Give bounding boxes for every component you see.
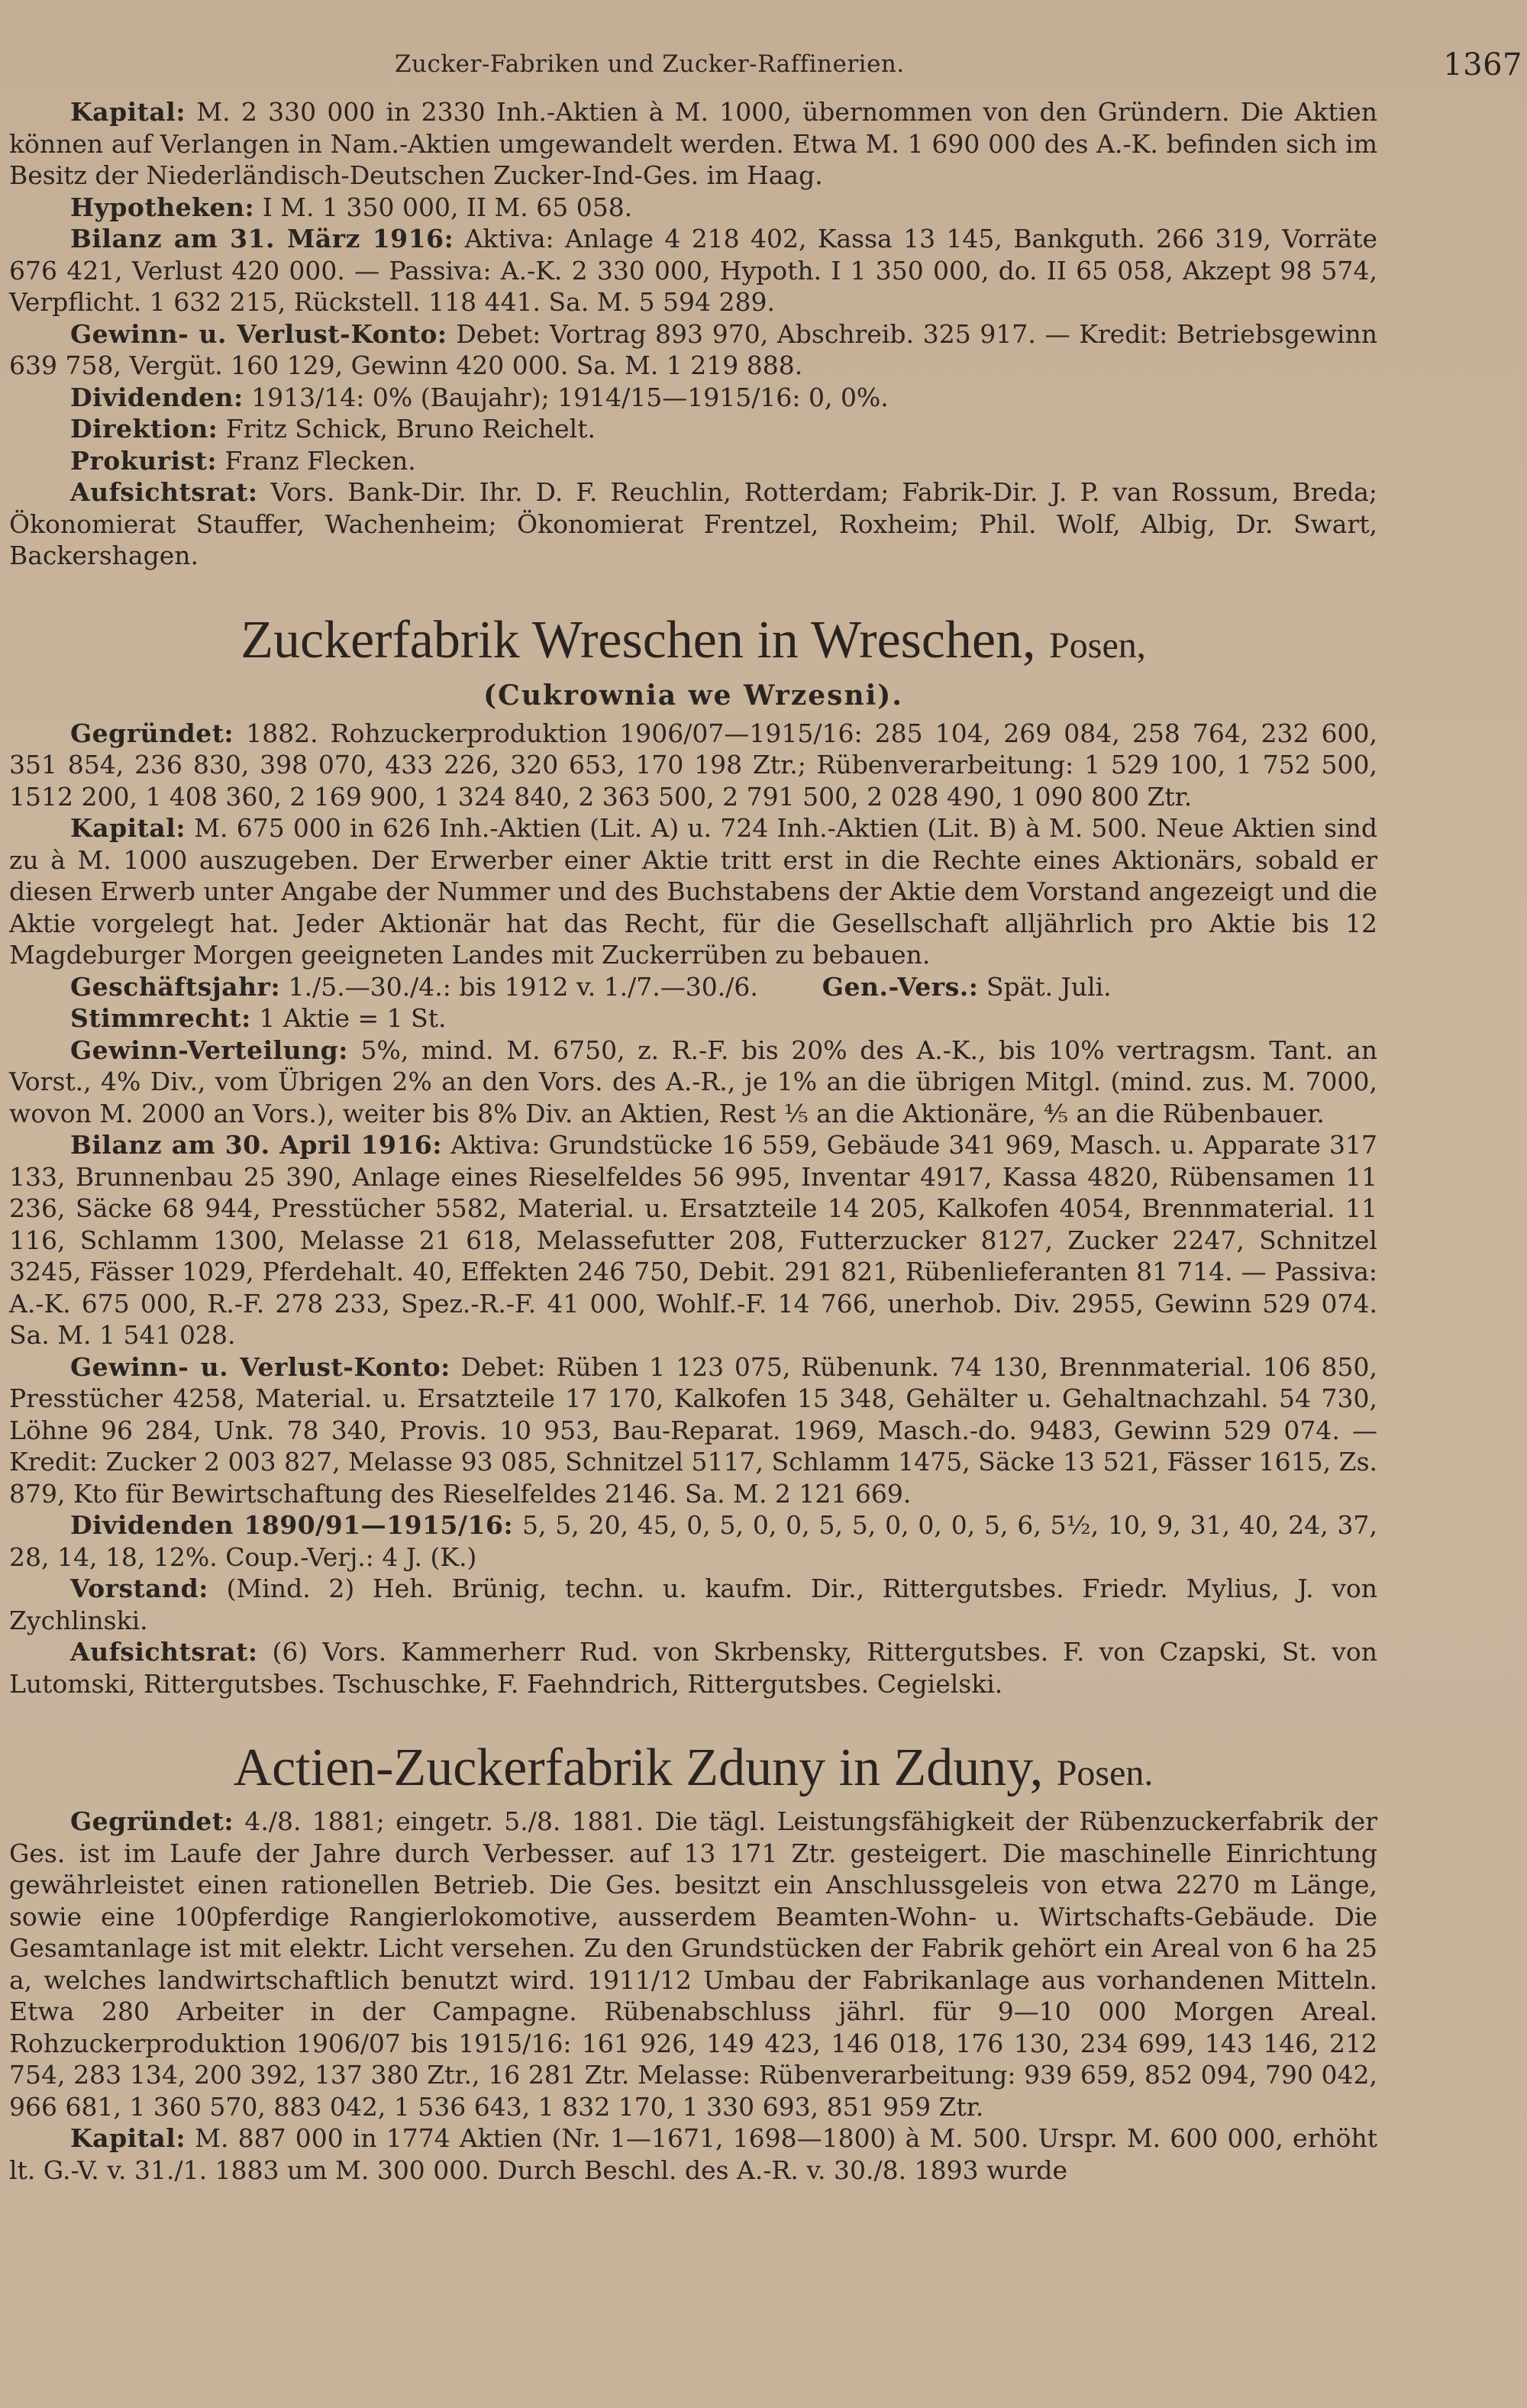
entry-vorstand: Vorstand: (Mind. 2) Heh. Brünig, techn. u. kaufm. Dir., Rittergutsbes. Friedr. Mylius, J. von Zychlinski. xyxy=(9,1574,1377,1635)
entry-dividenden: Dividenden 1890/91—1915/16: 5, 5, 20, 45, 0, 5, 0, 0, 5, 5, 0, 0, 0, 5, 6, 5½, 10, 9, 31, 40, 24, 37, 28, 14, 18, 12%. Coup.-Verj.: 4 J. (K.) xyxy=(9,1510,1377,1572)
entry-gewinn: Gewinn- u. Verlust-Konto: Debet: Vortrag 893 970, Abschreib. 325 917. — Kredit: Betriebsgewinn 639 758, Vergüt. 160 129, Gewinn 420 000. Sa. M. 1 219 888. xyxy=(9,318,1377,380)
page-number: 1367 xyxy=(1443,47,1522,82)
company-heading-wreschen: Zuckerfabrik Wreschen in Wreschen, Posen, xyxy=(241,610,1146,670)
entry-bilanz: Bilanz am 30. April 1916: Aktiva: Grundstücke 16 559, Gebäude 341 969, Masch. u. Apparate 317 133, Brunnenbau 25 390, Anlage eines Rieselfeldes 56 995, Inventar 4917, Kassa 4820, Rübensamen 11 236, Säcke 68 944, Presstücher 5582, Material. u. Ersatzteile 14 205, Kalkofen 4054, Brennmaterial. 11 116, Schlamm 1300, Melasse 21 618, Melassefutter 208, Futterzucker 8127, Zucker 2247, Schnitzel 3245, Fässer 1029, Pferdehalt. 40, Effekten 246 750, Debit. 291 821, Rübenlieferanten 81 714. — Passiva: A.-K. 675 000, R.-F. 278 233, Spez.-R.-F. 41 000, Wohlf.-F. 14 766, unerhob. Div. 2955, Gewinn 529 074. Sa. M. 1 541 028. xyxy=(9,1130,1377,1350)
entry-kapital: Kapital: M. 2 330 000 in 2330 Inh.-Aktien à M. 1000, übernommen von den Gründern. Die Aktien können auf Verlangen in Nam.-Aktien umgewandelt werden. Etwa M. 1 690 000 des A.-K. befinden sich im Besitz der Niederländisch-Deutschen Zucker-Ind-Ges. im Haag. xyxy=(9,97,1377,190)
entry-kapital: Kapital: M. 675 000 in 626 Inh.-Aktien (Lit. A) u. 724 Inh.-Aktien (Lit. B) à M. 500. Neue Aktien sind zu à M. 1000 auszugeben. Der Erwerber einer Aktie tritt erst in die Rechte eines Aktionärs, sobald er diesen Erwerb unter Angabe der Nummer und des Buchstabens der Aktie dem Vorstand angezeigt und die Aktie vorgelegt hat. Jeder Aktionär hat das Recht, für die Gesellschaft alljährlich pro Aktie bis 12 Magdeburger Morgen geeigneten Landes mit Zuckerrüben zu bebauen. xyxy=(9,813,1377,970)
entry-aufsichtsrat: Aufsichtsrat: Vors. Bank-Dir. Ihr. D. F. Reuchlin, Rotterdam; Fabrik-Dir. J. P. van Rossum, Breda; Ökonomierat Stauffer, Wachenheim; Ökonomierat Frentzel, Roxheim; Phil. Wolf, Albig, Dr. Swart, Backershagen. xyxy=(9,477,1377,570)
entry-dividenden: Dividenden: 1913/14: 0% (Baujahr); 1914/15—1915/16: 0, 0%. xyxy=(70,382,889,412)
entry-stimmrecht: Stimmrecht: 1 Aktie = 1 St. xyxy=(70,1003,447,1033)
section-wreschen xyxy=(9,718,1377,1700)
company-heading-zduny: Actien-Zuckerfabrik Zduny in Zduny, Posen. xyxy=(233,1738,1154,1797)
entry-gegruendet: Gegründet: 4./8. 1881; eingetr. 5./8. 1881. Die tägl. Leistungsfähigkeit der Rübenzuckerfabrik der Ges. ist im Laufe der Jahre durch Verbesser. auf 13 171 Ztr. gesteigert. Die maschinelle Einrichtung gewährleistet einen rationellen Betrieb. Die Ges. besitzt ein Anschlussgeleis von etwa 2270 m Länge, sowie eine 100pferdige Rangierlokomotive, ausserdem Beamten-Wohn- u. Wirtschafts-Gebäude. Die Gesamtanlage ist mit elektr. Licht versehen. Zu den Grundstücken der Fabrik gehört ein Areal von 6 ha 25 a, welches landwirtschaftlich benutzt wird. 1911/12 Umbau der Fabrikanlage aus vorhandenen Mitteln. Etwa 280 Arbeiter in der Campagne. Rübenabschluss jährl. für 9—10 000 Morgen Areal. Rohzuckerproduktion 1906/07 bis 1915/16: 161 926, 149 423, 146 018, 176 130, 234 699, 143 146, 212 754, 283 134, 200 392, 137 380 Ztr., 16 281 Ztr. Melasse: Rübenverarbeitung: 939 659, 852 094, 790 042, 966 681, 1 360 570, 883 042, 1 536 643, 1 832 170, 1 330 693, 851 959 Ztr. xyxy=(9,1806,1377,2122)
entry-gegruendet: Gegründet: 1882. Rohzuckerproduktion 1906/07—1915/16: 285 104, 269 084, 258 764, 232 600, 351 854, 236 830, 398 070, 433 226, 320 653, 170 198 Ztr.; Rübenverarbeitung: 1 529 100, 1 752 500, 1512 200, 1 408 360, 2 169 900, 1 324 840, 2 363 500, 2 791 500, 2 028 490, 1 090 800 Ztr. xyxy=(9,718,1377,812)
entry-direktion: Direktion: Fritz Schick, Bruno Reichelt. xyxy=(70,414,596,444)
entry-gewinn: Gewinn- u. Verlust-Konto: Debet: Rüben 1 123 075, Rübenunk. 74 130, Brennmaterial. 106 850, Presstücher 4258, Material. u. Ersatzteile 17 170, Kalkofen 15 348, Gehälter u. Gehaltnachzahl. 54 730, Löhne 96 284, Unk. 78 340, Provis. 10 953, Bau-Reparat. 1969, Masch.-do. 9483, Gewinn 529 074. — Kredit: Zucker 2 003 827, Melasse 93 085, Schnitzel 5117, Schlamm 1475, Säcke 13 521, Fässer 1615, Zs. 879, Kto für Bewirtschaftung des Rieselfeldes 2146. Sa. M. 2 121 669. xyxy=(9,1351,1378,1509)
entry-gewinnverteilung: Gewinn-Verteilung: 5%, mind. M. 6750, z. R.-F. bis 20% des A.-K., bis 10% vertragsm. Tant. an Vorst., 4% Div., vom Übrigen 2% an den Vors. des A.-R., je 1% an die übrigen Mitgl. (mind. zus. M. 7000, wovon M. 2000 an Vors.), weiter bis 8% Div. an Aktien, Rest ⅕ an die Aktionäre, ⅘ an die Rübenbauer. xyxy=(9,1035,1377,1128)
header-title: Zucker-Fabriken und Zucker-Raffinerien. xyxy=(395,50,905,78)
entry-kapital: Kapital: M. 887 000 in 1774 Aktien (Nr. 1—1671, 1698—1800) à M. 500. Urspr. M. 600 000, erhöht lt. G.-V. v. 31./1. 1883 um M. 300 000. Durch Beschl. des A.-R. v. 30./8. 1893 wurde xyxy=(9,2123,1377,2185)
entry-prokurist: Prokurist: Franz Flecken. xyxy=(70,445,416,476)
section-previous-company xyxy=(9,96,1377,572)
entry-geschaeftsjahr: Geschäftsjahr: 1./5.—30./4.: bis 1912 v. 1./7.—30./6. Gen.-Vers.: Spät. Juli. xyxy=(70,971,1112,1002)
running-header xyxy=(9,47,1522,96)
section-zduny xyxy=(9,1806,1377,2186)
entry-hypotheken: Hypotheken: I M. 1 350 000, II M. 65 058. xyxy=(70,192,633,222)
company-subheading-wreschen: (Cukrownia we Wrzesni). xyxy=(483,679,903,712)
entry-bilanz: Bilanz am 31. März 1916: Aktiva: Anlage 4 218 402, Kassa 13 145, Bankguth. 266 319, Vorräte 676 421, Verlust 420 000. — Passiva: A.-K. 2 330 000, Hypoth. I 1 350 000, do. II 65 058, Akzept 98 574, Verpflicht. 1 632 215, Rückstell. 118 441. Sa. M. 5 594 289. xyxy=(9,224,1377,317)
entry-aufsichtsrat: Aufsichtsrat: (6) Vors. Kammerherr Rud. von Skrbensky, Rittergutsbes. F. von Czapski, St. von Lutomski, Rittergutsbes. Tschuschke, F. Faehndrich, Rittergutsbes. Cegielski. xyxy=(9,1637,1377,1699)
